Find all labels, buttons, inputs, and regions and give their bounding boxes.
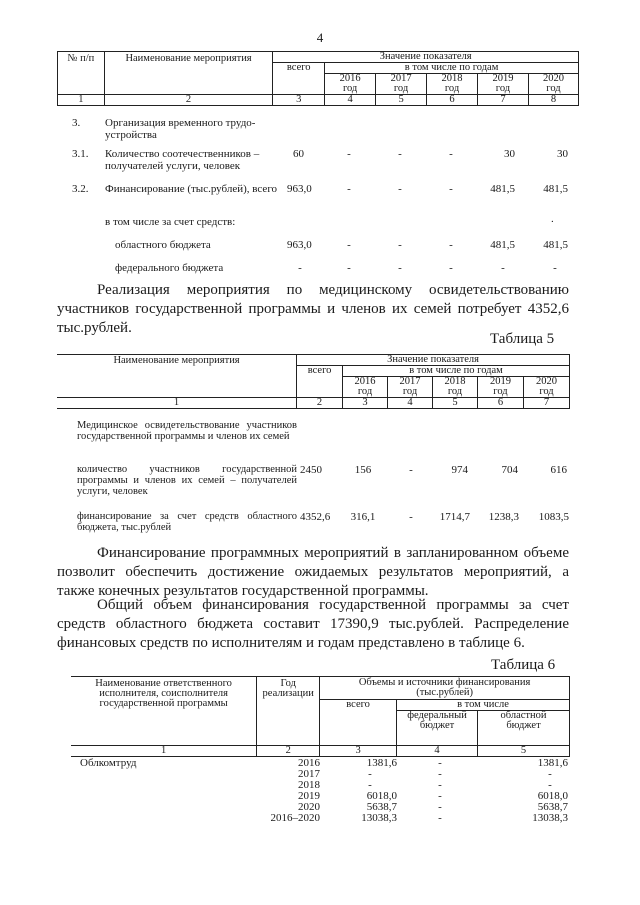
t6-total: 6018,0	[366, 790, 397, 802]
t5-cell: 616	[550, 464, 567, 476]
t4-row-total: 60	[293, 148, 304, 160]
t4-cell: -	[398, 262, 402, 274]
t6-reg: -	[548, 779, 552, 791]
t5-head-year: 2018 год	[433, 377, 478, 398]
t6-year: 2016	[298, 757, 320, 769]
t6-fed: -	[438, 779, 442, 791]
t5-head-total: всего	[297, 366, 343, 398]
t4-cell: -	[347, 239, 351, 251]
t4-head-year: 2020 год	[528, 74, 578, 95]
t4-row-name: областного бюджета	[115, 239, 211, 251]
paragraph-total-financing: Общий объем финансирования государственной программы за счет средств областного бюджета составит 17390,9 тыс.рублей. Распределение финансовых средств по исполнителям и годам представлено в таблице 6.	[57, 597, 569, 651]
t4-head-year: 2018 год	[427, 74, 478, 95]
t5-colnum: 3	[343, 398, 388, 409]
t4-row-num: 3.	[72, 117, 81, 129]
t6-total: -	[368, 779, 372, 791]
t4-colnum: 5	[376, 95, 427, 106]
t6-total: 5638,7	[366, 801, 397, 813]
t4-colnum: 7	[478, 95, 529, 106]
t6-head-name: Наименование ответственного исполнителя, соисполнителя государственной программы	[71, 677, 257, 746]
t4-colnum: 1	[58, 95, 105, 106]
t5-head-byyears: в том числе по годам	[343, 366, 570, 377]
t4-cell: -	[449, 239, 453, 251]
t6-head-volumes: Объемы и источники финансирования (тыс.рублей)	[320, 677, 570, 700]
t5-head-year: 2017 год	[388, 377, 433, 398]
t5-cell: 1714,7	[439, 511, 470, 523]
t4-row-name: Финансирование (тыс.рублей), всего	[105, 183, 278, 195]
t4-row-name: Количество соотечественников – получателей услуги, человек	[105, 148, 260, 172]
t4-cell: -	[347, 262, 351, 274]
t4-colnum: 2	[104, 95, 273, 106]
t6-fed: -	[438, 757, 442, 769]
t5-cell: 1238,3	[488, 511, 519, 523]
t4-cell: -	[398, 148, 402, 160]
t6-colnum: 3	[320, 746, 397, 757]
t5-row-total: 2450	[300, 464, 322, 476]
t4-head-name: Наименование мероприятия	[104, 52, 273, 95]
t4-row-total: 963,0	[287, 183, 312, 195]
table6-caption: Таблица 6	[491, 657, 556, 673]
t4-cell: -	[449, 183, 453, 195]
t6-colnum: 2	[257, 746, 320, 757]
t5-cell: 156	[354, 464, 372, 476]
t6-reg: 5638,7	[537, 801, 568, 813]
t6-total: -	[368, 768, 372, 780]
t6-fed: -	[438, 801, 442, 813]
table5-header	[57, 354, 570, 409]
t5-head-year: 2019 год	[477, 377, 523, 398]
t4-dot: .	[551, 213, 554, 225]
t5-colnum: 2	[297, 398, 343, 409]
t6-year: 2018	[298, 779, 320, 791]
t6-year: 2019	[298, 790, 320, 802]
t5-colnum: 4	[388, 398, 433, 409]
t4-head-year: 2017 год	[376, 74, 427, 95]
t4-cell: -	[501, 262, 505, 274]
t5-row-total: 4352,6	[300, 511, 331, 523]
t5-head-year: 2016 год	[343, 377, 388, 398]
t6-head-total: всего	[320, 700, 397, 746]
t6-colnum: 4	[397, 746, 478, 757]
t6-head-incl: в том числе	[397, 700, 570, 711]
t6-year: 2016–2020	[270, 812, 320, 824]
t6-executor: Облкомтруд	[80, 757, 137, 769]
paragraph-financing-effect: Финансирование программных мероприятий в запланированном объеме позволит обеспечить достижение ожидаемых результатов мероприятий, а также конечных результатов государственной программы.	[57, 545, 569, 599]
t6-fed: -	[438, 812, 442, 824]
t4-colnum: 8	[528, 95, 578, 106]
t4-cell: -	[449, 262, 453, 274]
t6-head-regional: областной бюджет	[478, 711, 570, 746]
t4-row-name: федерального бюджета	[115, 262, 224, 274]
t4-cell: -	[553, 262, 557, 274]
t6-reg: 1381,6	[537, 757, 568, 769]
t4-cell: 481,5	[543, 183, 568, 195]
t5-head-value: Значение показателя	[297, 355, 570, 366]
t6-colnum: 5	[478, 746, 570, 757]
t6-total: 13038,3	[361, 812, 397, 824]
t5-cell: 974	[451, 464, 468, 476]
t5-colnum: 7	[523, 398, 569, 409]
t5-cell: -	[409, 464, 413, 476]
t4-cell: 481,5	[490, 183, 515, 195]
t4-head-num: № п/п	[58, 52, 105, 95]
t6-head-year: Год реализации	[257, 677, 320, 746]
t4-row-name: Организация временного трудо-устройства	[105, 117, 256, 141]
t4-row-total: -	[298, 262, 302, 274]
t5-head-year: 2020 год	[523, 377, 569, 398]
t4-row-num: 3.2.	[72, 183, 89, 195]
t4-colnum: 6	[427, 95, 478, 106]
t6-total: 1381,6	[366, 757, 397, 769]
t4-colnum: 4	[325, 95, 376, 106]
t4-head-year: 2016 год	[325, 74, 376, 95]
t6-reg: -	[548, 768, 552, 780]
t4-head-total: всего	[273, 63, 325, 95]
t6-year: 2017	[298, 768, 320, 780]
t5-colnum: 5	[433, 398, 478, 409]
t5-colnum: 1	[57, 398, 297, 409]
t5-cell: 1083,5	[538, 511, 569, 523]
t4-cell: -	[398, 239, 402, 251]
table6-header	[71, 676, 570, 757]
t6-reg: 6018,0	[537, 790, 568, 802]
table5-caption: Таблица 5	[490, 331, 555, 347]
t5-colnum: 6	[477, 398, 523, 409]
t5-row-name: финансирование за счет средств областного бюджета, тыс.рублей	[77, 511, 297, 533]
t4-cell: 481,5	[490, 239, 515, 251]
t4-cell: -	[347, 183, 351, 195]
paragraph-medical-cost: Реализация мероприятия по медицинскому освидетельствованию участников государственной программы и членов их семей потребует 4352,6 тыс.рублей.	[57, 282, 569, 336]
t4-colnum: 3	[273, 95, 325, 106]
t5-cell: -	[409, 511, 413, 523]
t6-colnum: 1	[71, 746, 257, 757]
t4-cell: -	[347, 148, 351, 160]
t6-reg: 13038,3	[532, 812, 568, 824]
t6-fed: -	[438, 790, 442, 802]
t4-cell: 30	[557, 148, 568, 160]
t4-row-total: 963,0	[287, 239, 312, 251]
t4-head-value: Значение показателя	[273, 52, 579, 63]
t5-cell: 316,1	[350, 511, 376, 523]
t6-year: 2020	[298, 801, 320, 813]
t5-row-name: количество участников государственной программы и членов их семей – получателей услуги, человек	[77, 464, 297, 497]
table4-header	[57, 51, 579, 106]
t4-head-year: 2019 год	[478, 74, 529, 95]
t4-cell: 30	[504, 148, 515, 160]
t4-cell: 481,5	[543, 239, 568, 251]
table-row	[77, 420, 297, 442]
page-number: 4	[316, 30, 324, 45]
t5-row-name: Медицинское освидетельствование участников государственной программы и членов их семей	[77, 420, 297, 442]
t4-cell: -	[449, 148, 453, 160]
t4-cell: -	[398, 183, 402, 195]
t4-row-num: 3.1.	[72, 148, 89, 160]
t4-head-byyears: в том числе по годам	[325, 63, 579, 74]
t6-head-federal: федеральный бюджет	[397, 711, 478, 746]
t5-head-name: Наименование мероприятия	[57, 355, 297, 398]
t6-fed: -	[438, 768, 442, 780]
t4-row-name: в том числе за счет средств:	[105, 216, 236, 228]
t5-cell: 704	[501, 464, 518, 476]
